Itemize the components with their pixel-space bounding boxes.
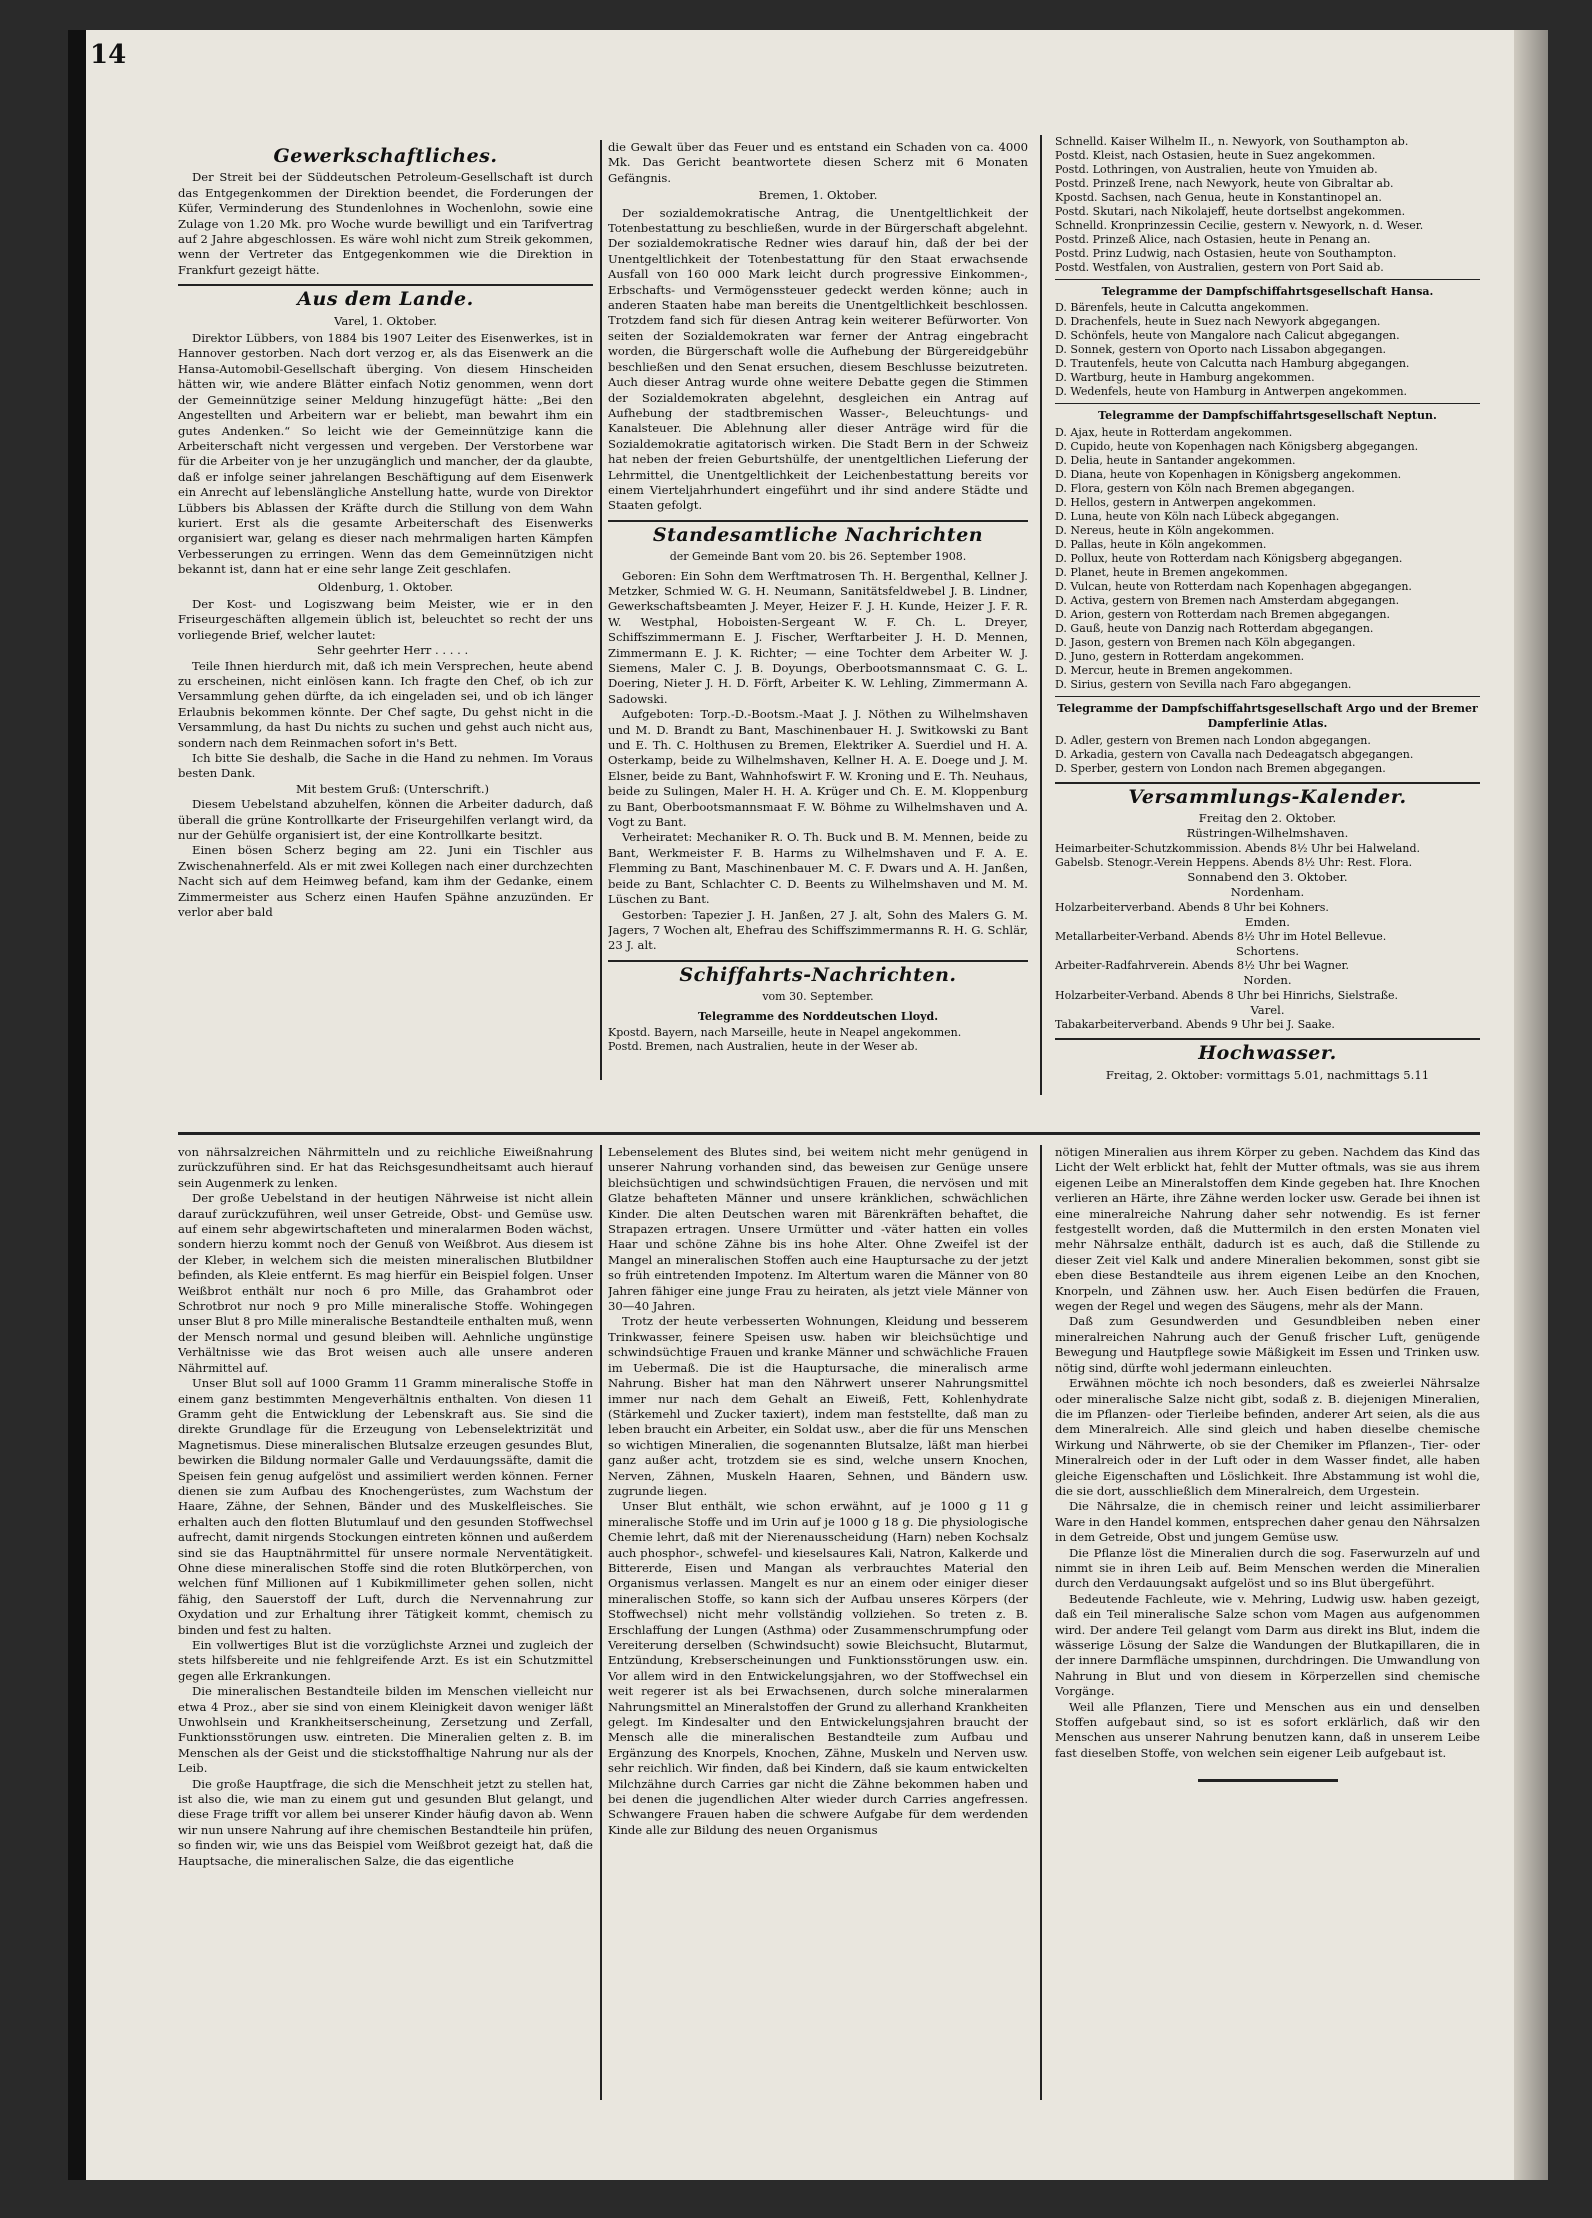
- telegram-line: D. Ajax, heute in Rotterdam angekommen.: [1055, 425, 1293, 439]
- telegram-line: D. Schönfels, heute von Mangalore nach Calicut abgegangen.: [1055, 329, 1400, 343]
- letter-signature: Mit bestem Gruß: (Unterschrift.): [295, 781, 490, 796]
- telegram-line: D. Sperber, gestern von London nach Bremen abgegangen.: [1055, 761, 1386, 775]
- article-paragraph: Der große Uebelstand in der heutigen Nährweise ist nicht allein darauf zurückzuführen, weil unser Getreide, Obst- und Gemüse usw. auf einem sehr abgewirtschafteten und mineralarmen Boden wächst, sondern hierzu kommt noch der Genuß von Weißbrot. Aus diesem ist der Kleber, in welchem sich die meisten mineralischen Blutbildner befinden, als Kleie entfernt. Es mag hierfür ein Beispiel folgen. Unser Weißbrot enthält nur noch 6 pro Mille, das Grahambrot oder Schrotbrot nur noch 9 pro Mille mineralische Stoffe. Wohingegen unser Blut 8 pro Mille mineralische Bestandteile enthalten muß, wenn der Mensch normal und gesund bleiben will. Aehnliche ungünstige Verhältnisse wie das Brot weisen auch alle unsere anderen Nährmittel auf.: [178, 1191, 593, 1375]
- article-paragraph: Erwähnen möchte ich noch besonders, daß es zweierlei Nährsalze oder mineralische Salze nicht gibt, sodaß z. B. diejenigen Mineralien, die im Pflanzen- oder Tierleibe befinden, anderer Art seien, als die aus dem Mineralreich. Alle sind gleich und haben dieselbe chemische Wirkung und Nährwerte, ob sie der Chemiker im Pflanzen-, Tier- oder Mineralreich oder in der Luft oder in dem Wasser findet, alle haben gleiche Eigenschaften und Löslichkeit. Ihre Abstammung ist wohl die, die sie dort, ausschließlich dem Mineralreich, dem Urgestein.: [1055, 1376, 1480, 1498]
- dateline: Oldenburg, 1. Oktober.: [317, 579, 454, 594]
- calendar-item: Holzarbeiterverband. Abends 8 Uhr bei Kohners.: [1055, 900, 1329, 914]
- telegram-line: Kpostd. Sachsen, nach Genua, heute in Konstantinopel an.: [1055, 191, 1382, 204]
- register-text: Aufgeboten: Torp.-D.-Bootsm.-Maat J. J. Nöthen zu Wilhelmshaven und M. D. Brandt zu Bant, Maschinenbauer H. J. Switkowski zu Bant und E. Th. C. Holthusen zu Bremen, Elektriker A. Suerdiel und H. A. Osterkamp, beide zu Wilhelmshaven, Kellner H. A. E. Doege und J. M. Elsner, beide zu Bant, Wahnhofswirt F. W. Kroning und E. Th. Neuhaus, beide zu Sulingen, Maler H. H. A. Krüger und Ch. E. M. Kloppenburg zu Bant, Oberbootsmannsmaat F. W. Böhme zu Wilhelmshaven und A. Vogt zu Bant.: [608, 707, 1028, 830]
- register-text: Verheiratet: Mechaniker R. O. Th. Buck und B. M. Mennen, beide zu Bant, Werkmeister F. B. Harms zu Wilhelmshaven und F. A. E. Flemming zu Bant, Maschinenbauer M. C. F. Dwars und A. H. Janßen, beide zu Bant, Schlachter C. D. Beents zu Wilhelmshaven und M. M. Lüschen zu Bant.: [608, 830, 1028, 907]
- telegram-line: D. Vulcan, heute von Rotterdam nach Kopenhagen abgegangen.: [1055, 579, 1412, 593]
- lower-column-1: [178, 1145, 593, 2105]
- dateline: Varel, 1. Oktober.: [334, 313, 437, 328]
- divider: [608, 960, 1028, 962]
- section-title: Versammlungs-Kalender.: [1128, 785, 1407, 808]
- telegram-line: D. Adler, gestern von Bremen nach London abgegangen.: [1055, 733, 1371, 747]
- telegram-list: [1055, 426, 1480, 692]
- telegram-heading: Telegramme der Dampfschiffahrtsgesellschaft Argo und der Bremer Dampferlinie Atlas.: [1057, 701, 1478, 731]
- divider: [1055, 403, 1480, 404]
- page-number: 14: [90, 40, 127, 70]
- telegram-list: [1055, 301, 1480, 399]
- article-paragraph: nötigen Mineralien aus ihrem Körper zu geben. Nachdem das Kind das Licht der Welt erblickt hat, fehlt der Mutter oftmals, was sie aus ihrem eigenen Leibe an Mineralstoffen dem Kinde gegeben hat. Ihre Knochen verlieren an Härte, ihre Zähne werden locker usw. Gerade bei ihnen ist eine mineralreiche Nahrung daher sehr notwendig. Es ist ferner festgestellt worden, daß die Muttermilch in den ersten Monaten viel mehr Nährsalze enthält, dadurch ist es auch, daß die Stillende zu dieser Zeit viel Kalk und andere Mineralien bekommen, sonst gibt sie eben diese Bestandteile aus ihrem eigenen Leibe an den Knochen, Knorpeln, und Zähnen usw. her. Auch Eisen bedürfen die Frauen, wegen der Regel und wegen des Säugens, mehr als der Mann.: [1055, 1145, 1480, 1314]
- section-title: Aus dem Lande.: [297, 288, 474, 311]
- lower-column-2: [608, 1145, 1028, 2105]
- divider: [1055, 1038, 1480, 1040]
- telegram-line: D. Gauß, heute von Danzig nach Rotterdam abgegangen.: [1055, 621, 1374, 635]
- article-paragraph: Daß zum Gesundwerden und Gesundbleiben neben einer mineralreichen Nahrung auch der Genuß frischer Luft, genügende Bewegung und Hautpflege sowie Mäßigkeit im Essen und Trinken usw. nötig sind, dürfte wohl jedermann einleuchten.: [1055, 1314, 1480, 1375]
- telegram-line: D. Activa, gestern von Bremen nach Amsterdam abgegangen.: [1055, 593, 1400, 607]
- telegram-line: D. Mercur, heute in Bremen angekommen.: [1055, 663, 1293, 677]
- divider: [608, 520, 1028, 522]
- section-title: Gewerkschaftliches.: [273, 145, 498, 167]
- article-paragraph: Die Pflanze löst die Mineralien durch die sog. Faserwurzeln auf und nimmt sie in ihren Leib auf. Beim Menschen werden die Mineralien durch den Verdauungsakt aufgelöst und so ins Blut übergeführt.: [1055, 1545, 1480, 1591]
- article-text: Der sozialdemokratische Antrag, die Unentgeltlichkeit der Totenbestattung zu beschließen, wurde in der Bürgerschaft abgelehnt. Der sozialdemokratische Redner wies darauf hin, daß der bei der Unentgeltlichkeit der Totenbestattung für den Staat erwachsende Ausfall von 160 000 Mark leicht durch progressive Einkommen-, Erbschafts- und Vermögenssteuer gedeckt werden könne; auch in anderen Staaten habe man bereits die Unentgeltlichkeit beschlossen. Trotzdem fand sich für diesen Antrag kein weiterer Befürworter. Von seiten der Sozialdemokraten war ferner der Antrag eingebracht worden, die Bürgerschaft wolle die Aufhebung der Bürgereidgebühr beschließen und den Senat ersuchen, diesem Beschlusse beizutreten. Auch dieser Antrag wurde ohne weitere Debatte gegen die Stimmen der Sozialdemokraten abgelehnt, desgleichen ein Antrag auf Aufhebung der stadtbremischen Wasser-, Beleuchtungs- und Kanalsteuer. Die Ablehnung aller dieser Anträge wird für die Sozialdemokratie agitatorisch wirken. Die Stadt Bern in der Schweiz hat neben der freien Geburtshülfe, der unentgeltlichen Lieferung der Lehrmittel, die Unentgeltlichkeit der Leichenbestattung bereits vor einem Vierteljahrhundert eingeführt und ihr sind andere Städte und Staaten gefolgt.: [608, 205, 1028, 513]
- telegram-line: D. Jason, gestern von Bremen nach Köln abgegangen.: [1055, 635, 1356, 649]
- divider: [1055, 279, 1480, 280]
- article-text: Direktor Lübbers, von 1884 bis 1907 Leiter des Eisenwerkes, ist in Hannover gestorben. Nach dort verzog er, als das Eisenwerk an die Hansa-Automobil-Gesellschaft überging. Von diesem Hinscheiden hätten wir, wie andere Blätter einfach Notiz genommen, wenn dort der Gemeinnützige seiner Meldung hinzugefügt hätte: „Bei den Angestellten und Arbeitern war er beliebt, man bewahrt ihm ein gutes Andenken.“ So leicht wie der Gemeinnützige kann die Arbeiterschaft nicht vergessen und vergeben. Der Verstorbene war für die Arbeiter von je her unzugänglich und mancher, der da glaubte, daß er infolge seiner jahrelangen Beschäftigung auf dem Eisenwerk ein Anrecht auf lebenslängliche Anstellung hatte, wurde von Direktor Lübbers bis Ablassen der Kräfte durch die Stillung von dem Wahn kuriert. Erst als die gesamte Arbeiterschaft des Eisenwerks organisiert war, gelang es dieser nach mehrmaligen harten Kämpfen Verbesserungen zu erringen. Wenn das dem Gemeinnützigen nicht bekannt ist, dann hat er eine sehr lange Zeit geschlafen.: [178, 331, 593, 577]
- divider: [1055, 696, 1480, 697]
- column-rule: [600, 140, 602, 1080]
- telegram-line: Postd. Prinzeß Alice, nach Ostasien, heute in Penang an.: [1055, 233, 1371, 246]
- telegram-line: D. Luna, heute von Köln nach Lübeck abgegangen.: [1055, 509, 1340, 523]
- telegram-line: D. Wedenfels, heute von Hamburg in Antwerpen angekommen.: [1055, 385, 1408, 399]
- calendar-place: Norden.: [1243, 973, 1292, 988]
- telegram-line: D. Trautenfels, heute von Calcutta nach Hamburg abgegangen.: [1055, 357, 1410, 371]
- telegram-line: Postd. Prinzeß Irene, nach Newyork, heute von Gibraltar ab.: [1055, 177, 1394, 190]
- scan-edge: [1514, 30, 1548, 2180]
- telegram-line: D. Juno, gestern in Rotterdam angekommen.: [1055, 649, 1305, 663]
- article-paragraph: Bedeutende Fachleute, wie v. Mehring, Ludwig usw. haben gezeigt, daß ein Teil mineralische Salze schon vom Magen aus aufgenommen wird. Der andere Teil gelangt vom Darm aus direkt ins Blut, indem die wässerige Lösung der Salze die Wandungen der Blutkapillaren, die in der innere Darmfläche umspinnen, durchdringen. Die Umwandlung von Nahrung in Blut und von diesem in Körperzellen sind chemische Vorgänge.: [1055, 1591, 1480, 1699]
- calendar-place: Emden.: [1245, 914, 1290, 929]
- column-3: [1055, 135, 1480, 1090]
- article-text: Der Kost- und Logiszwang beim Meister, wie er in den Friseurgeschäften allgemein üblich ist, beleuchtet so recht der uns vorliegende Brief, welcher lautet:: [178, 596, 593, 642]
- letter-text: Teile Ihnen hierdurch mit, daß ich mein Versprechen, heute abend zu erscheinen, nicht einlösen kann. Ich fragte den Chef, ob ich zur Versammlung gehen dürfte, da ich eingeladen sei, und ob ich länger Erlaubnis bekommen könnte. Der Chef sagte, Du gehst nicht in die Versammlung, da hast Du nichts zu suchen und gehst auch nicht aus, sondern nach dem Reinmachen sofort in's Bett.: [178, 658, 593, 750]
- telegram-line: D. Delia, heute in Santander angekommen.: [1055, 453, 1296, 467]
- telegram-list: [1055, 734, 1480, 776]
- section-title: Hochwasser.: [1198, 1042, 1337, 1065]
- telegram-line: D. Pallas, heute in Köln angekommen.: [1055, 537, 1267, 551]
- article-text: Der Streit bei der Süddeutschen Petroleum-Gesellschaft ist durch das Entgegenkommen der Direktion beendet, die Forderungen der Küfer, Verminderung des Stundenlohnes in Wochenlohn, sowie eine Zulage von 1.20 Mk. pro Woche wurde bewilligt und ein Tarifvertrag auf 2 Jahre abgeschlossen. Es wäre wohl nicht zum Streik gekommen, wenn der Vertreter das Entgegenkommen wie die Direktion in Frankfurt gezeigt hätte.: [178, 170, 593, 277]
- article-paragraph: Lebenselement des Blutes sind, bei weitem nicht mehr genügend in unserer Nahrung vorhanden sind, das beweisen zur Genüge unsere bleichsüchtigen und schwindsüchtigen Frauen, die nervösen und mit Glatze behafteten Männer und unsere kränklichen, schwächlichen Kinder. Die alten Deutschen waren mit Bärenkräften behaftet, die Strapazen ertragen. Unsere Urmütter und -väter hatten ein volles Haar und schöne Zähne bis ins hohe Alter. Ohne Zweifel ist der Mangel an mineralischen Stoffen auch eine Hauptursache zu der jetzt so früh eintretenden Impotenz. Im Altertum waren die Männer von 80 Jahren fähiger eine junge Frau zu heiraten, als jetzt viele Männer von 30—40 Jahren.: [608, 1145, 1028, 1314]
- article-paragraph: Unser Blut enthält, wie schon erwähnt, auf je 1000 g 11 g mineralische Stoffe und im Urin auf je 1000 g 18 g. Die physiologische Chemie lehrt, daß mit der Nierenausscheidung (Harn) neben Kochsalz auch phosphor-, schwefel- und kieselsaures Kali, Natron, Kalkerde und Bittererde, Eisen und Mangan als verbrauchtes Material den Organismus verlassen. Mangelt es nur an einem oder einiger dieser mineralischen Stoffe, so kann sich der Aufbau unseres Körpers (der Stoffwechsel) nicht mehr vollständig vollziehen. So treten z. B. Erschlaffung der Lungen (Asthma) oder Zusammenschrumpfung oder Vereiterung derselben (Schwindsucht) sowie Bleichsucht, Blutarmut, Entzündung, Krebserscheinungen und Funktionsstörungen usw. ein. Vor allem wird in den Entwickelungsjahren, wo der Stoffwechsel ein weit regerer ist als bei Erwachsenen, durch solche mineralarmen Nahrungsmittel an Mineralstoffen der Grund zu allerhand Krankheiten gelegt. Im Kindesalter und den Entwickelungsjahren braucht der Mensch alle die mineralischen Bestandteile zum Aufbau und Ergänzung des Knorpels, Knochen, Zähne, Muskeln und Nerven usw. sehr reichlich. Wir finden, daß bei Kindern, daß sie kaum entwickelten Milchzähne durch Carries gar nicht die Zähne bekommen haben und bei denen die jugendlichen Alter wieder durch Carries angefressen. Schwangere Frauen haben die schwere Aufgabe für dem werdenden Kinde alle zur Bildung des neuen Organismus: [608, 1499, 1028, 1837]
- telegram-line: D. Drachenfels, heute in Suez nach Newyork abgegangen.: [1055, 315, 1381, 329]
- article-text: Diesem Uebelstand abzuhelfen, können die Arbeiter dadurch, daß überall die grüne Kontrollkarte der Friseurgehilfen verlangt wird, da nur der Gehülfe organisiert ist, der eine Kontrollkarte besitzt.: [178, 797, 593, 843]
- section-subtitle: der Gemeinde Bant vom 20. bis 26. September 1908.: [669, 550, 967, 564]
- letter-text: Ich bitte Sie deshalb, die Sache in die Hand zu nehmen. Im Voraus besten Dank.: [178, 751, 593, 781]
- telegram-line: D. Sonnek, gestern von Oporto nach Lissabon abgegangen.: [1055, 343, 1387, 357]
- calendar-item: Heimarbeiter-Schutzkommission. Abends 8½ Uhr bei Halweland.: [1055, 841, 1420, 855]
- calendar-item: Tabakarbeiterverband. Abends 9 Uhr bei J. Saake.: [1055, 1018, 1335, 1032]
- telegram-line: D. Wartburg, heute in Hamburg angekommen.: [1055, 371, 1315, 385]
- article-paragraph: Weil alle Pflanzen, Tiere und Menschen aus ein und denselben Stoffen aufgebaut sind, so ist es sofort erklärlich, daß wir den Menschen aus unserer Nahrung benutzen kann, daß in unserem Leibe fast dieselben Stoffe, von welchen sein eigener Leib aufgebaut ist.: [1055, 1699, 1480, 1760]
- telegram-line: D. Sirius, gestern von Sevilla nach Faro abgegangen.: [1055, 677, 1352, 691]
- calendar-item: Arbeiter-Radfahrverein. Abends 8½ Uhr bei Wagner.: [1055, 959, 1350, 973]
- telegram-line: Schnelld. Kaiser Wilhelm II., n. Newyork, von Southampton ab.: [1055, 135, 1409, 148]
- article-paragraph: Die große Hauptfrage, die sich die Menschheit jetzt zu stellen hat, ist also die, wie man zu einem gut und gesunden Blut gelangt, und diese Frage trifft vor allem bei unserer Kinder häufig davon ab. Wenn wir nun unsere Nahrung auf ihre chemischen Bestandteile hin prüfen, so finden wir, wie uns das Beispiel vom Weißbrot gezeigt hat, daß die Hauptsache, die mineralischen Salze, die das eigentliche: [178, 1776, 593, 1868]
- telegram-line: D. Flora, gestern von Köln nach Bremen abgegangen.: [1055, 481, 1355, 495]
- end-rule: [1198, 1779, 1338, 1782]
- letter-salutation: Sehr geehrter Herr . . . . .: [316, 643, 469, 658]
- register-text: Gestorben: Tapezier J. H. Janßen, 27 J. alt, Sohn des Malers G. M. Jagers, 7 Wochen alt, Ehefrau des Schiffszimmermanns R. H. G. Schlär, 23 J. alt.: [608, 907, 1028, 953]
- calendar-place: Schortens.: [1235, 944, 1300, 959]
- calendar-date: Freitag den 2. Oktober.: [1198, 811, 1337, 826]
- register-text: Geboren: Ein Sohn dem Werftmatrosen Th. H. Bergenthal, Kellner J. Metzker, Schmied W. G. H. Neumann, Sanitätsfeldwebel J. B. Lindner, Gewerkschaftsbeamten J. Meyer, Heizer F. J. H. Kunde, Heizer J. F. R. W. Westphal, Hoboisten-Sergeant W. F. Ch. L. Dreyer, Schiffszimmermann E. J. Fischer, Werftarbeiter J. H. D. Mennen, Zimmermann E. J. K. Richter; — eine Tochter dem Arbeiter W. J. Siemens, Maler C. J. B. Doyungs, Oberbootsmannsmaat C. G. L. Doering, Nieter J. H. D. Förft, Arbeiter K. W. Lehling, Zimmermann A. Sadowski.: [608, 568, 1028, 706]
- telegram-line: Postd. Prinz Ludwig, nach Ostasien, heute von Southampton.: [1055, 247, 1397, 260]
- article-text: Einen bösen Scherz beging am 22. Juni ein Tischler aus Zwischenahnerfeld. Als er mit zwei Kollegen nach einer durchzechten Nacht sich auf dem Heimweg befand, kam ihm der Gedanke, einem Zimmermeister aus Scherz einen Haufen Spähne anzuzünden. Er verlor aber bald: [178, 843, 593, 920]
- telegram-list: [608, 1026, 1028, 1054]
- article-paragraph: von nährsalzreichen Nährmitteln und zu reichliche Eiweißnahrung zurückzuführen sind. Er hat das Reichsgesundheitsamt auch hierauf sein Augenmerk zu lenken.: [178, 1145, 593, 1190]
- column-rule: [1040, 1145, 1042, 2100]
- telegram-line: Schnelld. Kronprinzessin Cecilie, gestern v. Newyork, n. d. Weser.: [1055, 219, 1424, 232]
- telegram-line: Kpostd. Bayern, nach Marseille, heute in Neapel angekommen.: [608, 1025, 962, 1039]
- article-paragraph: Trotz der heute verbesserten Wohnungen, Kleidung und besserem Trinkwasser, feinere Speisen usw. haben wir bleichsüchtige und schwindsüchtige Frauen und kranke Männer und schwächliche Frauen im Uebermaß. Die ist die Hauptursache, die mineralisch arme Nahrung. Bisher hat man den Nährwert unserer Nahrungsmittel immer nur nach dem Gehalt an Eiweiß, Fett, Kohlenhydrate (Stärkemehl und Zucker taxiert), indem man feststellte, daß man zu leben braucht ein Arbeiter, ein Soldat usw., aber die für uns Menschen so wichtigen Mineralien, die sogenannten Blutsalze, läßt man hierbei ganz außer acht, trotzdem sie es sind, welche unsern Knochen, Nerven, Zähnen, Muskeln Haaren, Sehnen, und Bändern usw. zugrunde liegen.: [608, 1314, 1028, 1498]
- telegram-line: D. Planet, heute in Bremen angekommen.: [1055, 565, 1288, 579]
- telegram-line: D. Bärenfels, heute in Calcutta angekommen.: [1055, 301, 1309, 315]
- section-rule: [178, 1132, 1480, 1135]
- article-paragraph: Die mineralischen Bestandteile bilden im Menschen vielleicht nur etwa 4 Proz., aber sie sind von einem Kleinigkeit davon weniger läßt Unwohlsein und Krankheitserscheinung, Zersetzung und Zerfall, Funktionsstörungen usw. eintreten. Die Mineralien gelten z. B. im Menschen als der Geist und die stickstoffhaltige Nahrung nur als der Leib.: [178, 1684, 593, 1776]
- telegram-line: Postd. Westfalen, von Australien, gestern von Port Said ab.: [1055, 261, 1384, 274]
- telegram-line: Postd. Bremen, nach Australien, heute in der Weser ab.: [608, 1039, 918, 1053]
- telegram-line: D. Pollux, heute von Rotterdam nach Königsberg abgegangen.: [1055, 551, 1403, 565]
- dateline: Bremen, 1. Oktober.: [758, 188, 878, 203]
- section-title: Schiffahrts-Nachrichten.: [679, 963, 957, 986]
- telegram-heading: Telegramme der Dampfschiffahrtsgesellschaft Hansa.: [1101, 285, 1434, 298]
- column-rule: [600, 1145, 602, 2100]
- calendar-place: Nordenham.: [1230, 885, 1305, 900]
- telegram-heading: Telegramme des Norddeutschen Lloyd.: [697, 1009, 939, 1023]
- calendar-date: Sonnabend den 3. Oktober.: [1187, 869, 1348, 884]
- telegram-list: [1055, 135, 1480, 275]
- telegram-line: D. Hellos, gestern in Antwerpen angekommen.: [1055, 495, 1317, 509]
- calendar-item: Gabelsb. Stenogr.-Verein Heppens. Abends 8½ Uhr: Rest. Flora.: [1055, 855, 1413, 869]
- article-text: die Gewalt über das Feuer und es entstand ein Schaden von ca. 4000 Mk. Das Gericht beantwortete diesen Scherz mit 6 Monaten Gefängnis.: [608, 140, 1028, 185]
- telegram-line: D. Diana, heute von Kopenhagen in Königsberg angekommen.: [1055, 467, 1402, 481]
- calendar-item: Metallarbeiter-Verband. Abends 8½ Uhr im Hotel Bellevue.: [1055, 930, 1387, 944]
- column-2: [608, 140, 1028, 1080]
- article-paragraph: Ein vollwertiges Blut ist die vorzüglichste Arznei und zugleich der stets hilfsbereite und nie fehlgreifende Arzt. Es ist ein Schutzmittel gegen alle Erkrankungen.: [178, 1638, 593, 1683]
- divider: [178, 284, 593, 286]
- calendar-place: Varel.: [1250, 1002, 1285, 1017]
- telegram-line: D. Cupido, heute von Kopenhagen nach Königsberg abgegangen.: [1055, 439, 1419, 453]
- tide-times: Freitag, 2. Oktober: vormittags 5.01, nachmittags 5.11: [1105, 1067, 1430, 1082]
- telegram-line: D. Arkadia, gestern von Cavalla nach Dedeagatsch abgegangen.: [1055, 747, 1414, 761]
- column-1: [178, 145, 593, 1080]
- section-title: Standesamtliche Nachrichten: [652, 523, 984, 546]
- telegram-line: D. Arion, gestern von Rotterdam nach Bremen abgegangen.: [1055, 607, 1390, 621]
- telegram-line: Postd. Skutari, nach Nikolajeff, heute dortselbst angekommen.: [1055, 205, 1406, 218]
- article-paragraph: Die Nährsalze, die in chemisch reiner und leicht assimilierbarer Ware in den Handel kommen, entsprechen daher genau den Nährsalzen in dem Getreide, Obst und jungem Gemüse usw.: [1055, 1499, 1480, 1545]
- lower-column-3: [1055, 1145, 1480, 2105]
- calendar-place: Rüstringen-Wilhelmshaven.: [1186, 826, 1349, 841]
- divider: [1055, 782, 1480, 784]
- telegram-line: Postd. Kleist, nach Ostasien, heute in Suez angekommen.: [1055, 149, 1376, 162]
- telegram-line: D. Nereus, heute in Köln angekommen.: [1055, 523, 1275, 537]
- telegram-line: Postd. Lothringen, von Australien, heute von Ymuiden ab.: [1055, 163, 1378, 176]
- telegram-heading: Telegramme der Dampfschiffahrtsgesellschaft Neptun.: [1098, 409, 1437, 423]
- article-paragraph: Unser Blut soll auf 1000 Gramm 11 Gramm mineralische Stoffe in einem ganz bestimmten Mengeverhältnis enthalten. Von diesen 11 Gramm geht die Entwicklung der Lebenskraft aus. Sie sind die direkte Grundlage für die Erzeugung von Lebenselektrizität und Magnetismus. Diese mineralischen Blutsalze erzeugen gesundes Blut, bewirken die Bildung normaler Galle und Verdauungssäfte, damit die Speisen fein genug aufgelöst und assimiliert werden können. Ferner dienen sie zum Aufbau des Knochengerüstes, zum Wachstum der Haare, Zähne, der Sehnen, Bänder und des Muskelfleisches. Sie erhalten auch den flotten Blutumlauf und den gesunden Stoffwechsel aufrecht, damit nirgends Stockungen eintreten können und außerdem sind sie das Hauptnährmittel für unsere normale Nerventätigkeit. Ohne diese mineralischen Stoffe sind die roten Blutkörperchen, von welchen fünf Millionen auf 1 Kubikmillimeter gehen sollen, nicht fähig, den Sauerstoff der Luft, durch die Nervennahrung zur Oxydation und zur Erhaltung ihrer Tätigkeit kommt, chemisch zu binden und fest zu halten.: [178, 1376, 593, 1637]
- column-rule: [1040, 135, 1042, 1095]
- calendar-item: Holzarbeiter-Verband. Abends 8 Uhr bei Hinrichs, Sielstraße.: [1055, 988, 1399, 1002]
- section-subtitle: vom 30. September.: [762, 990, 874, 1004]
